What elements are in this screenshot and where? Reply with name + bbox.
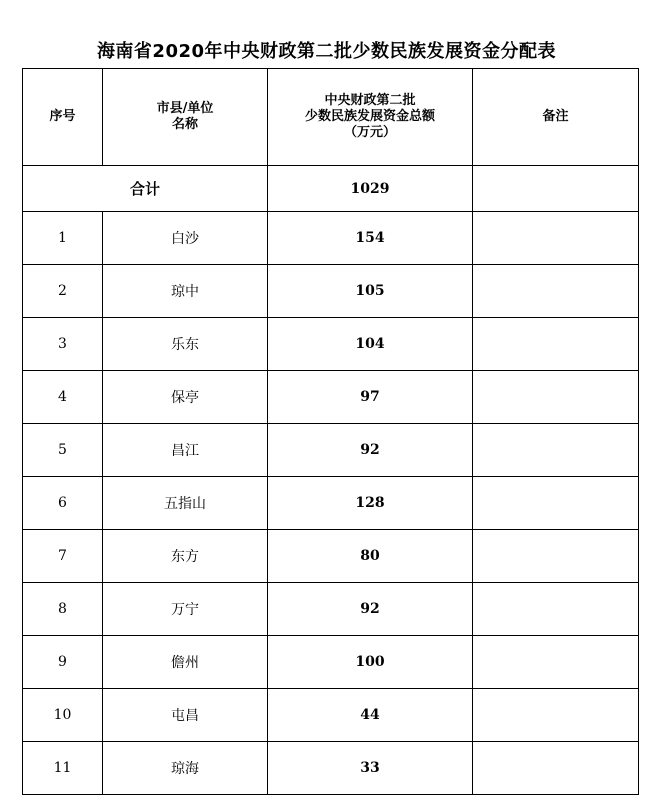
allocation-table <box>22 68 639 795</box>
row-amount: 97 <box>268 371 473 424</box>
header-amount-line2: 少数民族发展资金总额 <box>304 109 435 124</box>
row-index: 8 <box>23 583 103 636</box>
row-amount: 92 <box>268 583 473 636</box>
row-name: 东方 <box>103 530 268 583</box>
header-amount <box>268 69 473 166</box>
page-title: 海南省2020年中央财政第二批少数民族发展资金分配表 <box>96 41 557 62</box>
table-row <box>23 583 639 636</box>
table-row <box>23 212 639 265</box>
table-row <box>23 318 639 371</box>
row-index: 7 <box>23 530 103 583</box>
row-remark <box>473 371 639 424</box>
row-remark <box>473 636 639 689</box>
total-row <box>23 166 639 212</box>
row-index: 3 <box>23 318 103 371</box>
row-name: 琼海 <box>103 742 268 795</box>
table-row <box>23 530 639 583</box>
row-remark <box>473 742 639 795</box>
row-amount: 128 <box>268 477 473 530</box>
table-row <box>23 477 639 530</box>
row-index: 11 <box>23 742 103 795</box>
row-name: 琼中 <box>103 265 268 318</box>
row-index: 9 <box>23 636 103 689</box>
row-index: 5 <box>23 424 103 477</box>
row-remark <box>473 477 639 530</box>
total-label: 合计 <box>23 166 268 212</box>
header-unit-line2: 名称 <box>171 117 198 132</box>
row-remark <box>473 318 639 371</box>
table-row <box>23 636 639 689</box>
row-index: 1 <box>23 212 103 265</box>
row-name: 五指山 <box>103 477 268 530</box>
row-remark <box>473 689 639 742</box>
row-remark <box>473 583 639 636</box>
table-row <box>23 265 639 318</box>
row-name: 白沙 <box>103 212 268 265</box>
row-index: 2 <box>23 265 103 318</box>
table-row <box>23 424 639 477</box>
row-name: 昌江 <box>103 424 268 477</box>
row-amount: 105 <box>268 265 473 318</box>
header-unit-line1: 市县/单位 <box>156 101 214 116</box>
row-name: 儋州 <box>103 636 268 689</box>
row-name: 万宁 <box>103 583 268 636</box>
row-amount: 104 <box>268 318 473 371</box>
row-remark <box>473 424 639 477</box>
row-amount: 100 <box>268 636 473 689</box>
row-remark <box>473 212 639 265</box>
row-index: 4 <box>23 371 103 424</box>
row-name: 屯昌 <box>103 689 268 742</box>
header-index: 序号 <box>23 69 103 166</box>
total-remark <box>473 166 639 212</box>
row-amount: 154 <box>268 212 473 265</box>
row-name: 保亭 <box>103 371 268 424</box>
row-amount: 80 <box>268 530 473 583</box>
total-amount: 1029 <box>268 166 473 212</box>
header-unit <box>103 69 268 166</box>
table-row <box>23 689 639 742</box>
header-amount-line3: （万元） <box>343 125 396 140</box>
row-amount: 92 <box>268 424 473 477</box>
header-row <box>23 69 639 166</box>
row-index: 6 <box>23 477 103 530</box>
row-index: 10 <box>23 689 103 742</box>
row-amount: 33 <box>268 742 473 795</box>
row-amount: 44 <box>268 689 473 742</box>
header-remark: 备注 <box>473 69 639 166</box>
row-remark <box>473 265 639 318</box>
table-row <box>23 742 639 795</box>
header-amount-line1: 中央财政第二批 <box>324 93 416 108</box>
row-name: 乐东 <box>103 318 268 371</box>
table-row <box>23 371 639 424</box>
row-remark <box>473 530 639 583</box>
